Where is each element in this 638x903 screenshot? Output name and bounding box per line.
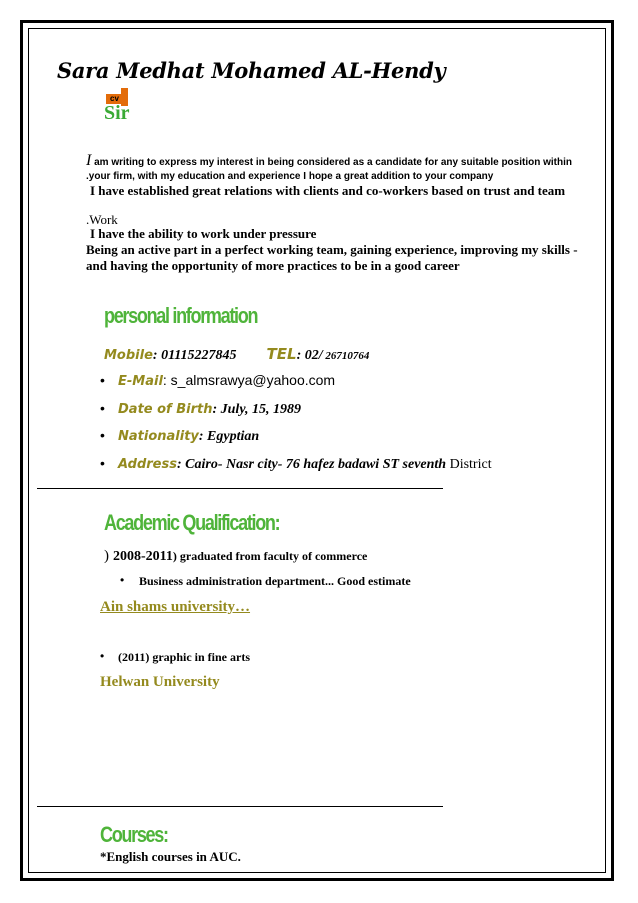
nationality-value: : Egyptian [198,429,260,444]
intro-line-1 [86,152,572,170]
mobile-label: Mobile [104,348,153,363]
academic-item-1-sub: Business administration department... Good estimate [139,574,411,588]
divider-1 [37,488,443,489]
cv-logo [104,88,142,124]
academic-item-1 [104,547,367,565]
email-line [118,372,335,390]
tel-prefix: : 02/ [296,348,323,363]
mobile-value: : 01115227845 [152,348,237,363]
nationality-label: Nationality [118,429,199,444]
tel-value: 26710764 [322,350,370,362]
address-value: : Cairo- Nasr city- 76 hafez badawi ST seventh [176,457,447,472]
intro-line-4: .Work [86,212,118,227]
email-label: E-Mail [118,374,163,389]
nationality-bullet: • [100,427,105,443]
academic-item-1-paren: ) [104,548,109,564]
intro-line-6: Being an active part in a perfect working team, gaining experience, improving my skills - [86,242,578,257]
address-label: Address [118,457,177,472]
intro-line-3: I have established great relations with clients and co-workers based on trust and team [90,183,566,198]
address-bullet: • [100,455,105,471]
email-sep: : [162,372,167,388]
email-value: s_almsrawya@yahoo.com [166,372,336,388]
logo-sir-text: Sir [104,102,130,124]
academic-item-2: (2011) graphic in fine arts [118,650,250,664]
course-item-1: *English courses in AUC. [100,849,241,864]
dob-bullet: • [100,400,105,416]
intro-drop-letter: I [86,152,92,169]
dob-line [118,400,301,418]
university-2: Helwan University [100,674,220,690]
nationality-line [118,427,259,445]
dob-label: Date of Birth [118,402,213,417]
courses-heading: Courses: [100,822,168,847]
intro-line-7: and having the opportunity of more practices to be in a good career [86,258,460,273]
email-bullet: • [100,372,105,388]
academic-item-1-text: ) graduated from faculty of commerce [172,549,368,563]
intro-line-5: I have the ability to work under pressure [90,226,317,241]
academic-heading: Academic Qualification: [104,510,280,535]
logo-cv-text: cv [106,94,123,104]
intro-line-2: .your firm, with my education and experience I hope a great addition to your company [86,171,494,182]
tel-label: TEL [266,345,297,363]
divider-2 [37,806,443,807]
academic-item-2-bullet: • [100,649,105,663]
university-1: Ain shams university… [100,599,251,615]
intro-line-1-text: am writing to express my interest in being considered as a candidate for any suitable position within [91,157,572,168]
mobile-line [104,345,369,364]
dob-value: : July, 15, 1989 [212,402,302,417]
personal-info-heading: personal information [104,303,258,328]
candidate-name: Sara Medhat Mohamed AL-Hendy [57,58,446,83]
academic-sub-bullet: • [120,573,125,587]
address-line [118,455,492,473]
address-tail: District [446,457,492,472]
academic-item-1-years: 2008-2011 [113,549,173,564]
